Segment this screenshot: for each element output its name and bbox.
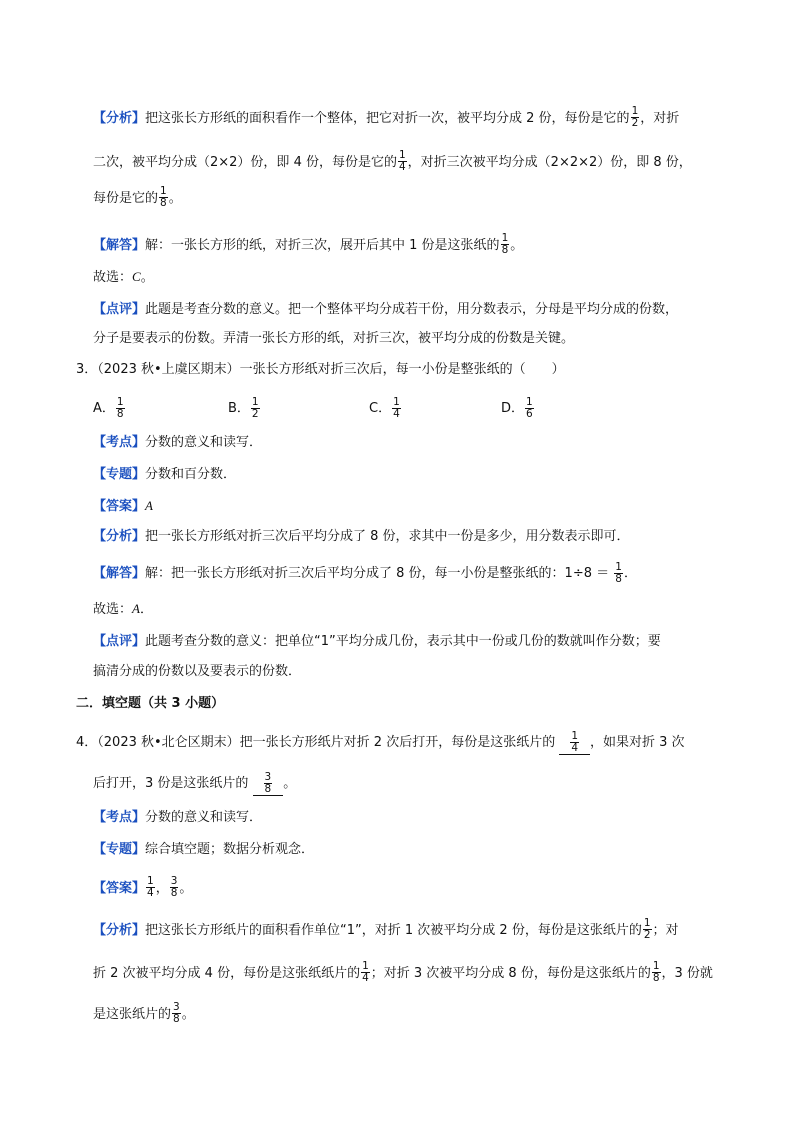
choice-letter: C xyxy=(132,269,141,284)
q4-stem-line-2: 后打开，3 份是这张纸片的 $\frac{3}{8}$ 。 xyxy=(93,771,297,795)
q3-kaodian-line: 【考点】分数的意义和读写． xyxy=(93,435,263,450)
q2-analysis-line-3: 每份是它的 $\frac{1}{8}$ 。 xyxy=(93,185,182,209)
q2-comment-line-1: 【点评】此题是考查分数的意义。把一个整体平均分成若干份，用分数表示，分母是平均分成的份数， xyxy=(93,302,679,317)
fraction-one-eighth: $\frac{1}{8}$ xyxy=(615,561,622,585)
q2-analysis-line-2: 二次，被平均分成（2×2）份，即 4 份，每份是它的 $\frac{1}{4}$ ，对折三次被平均分成（2×2×2）份，即 8 份， xyxy=(93,149,692,173)
q3-option-a: A． $\frac{1}{8}$ xyxy=(93,396,124,420)
fraction-one-eighth: $\frac{1}{8}$ xyxy=(501,232,509,256)
q3-comment-line-2: 搞清分成的份数以及要表示的份数． xyxy=(93,664,302,679)
q2-choice-line: 故选：C。 xyxy=(93,269,154,285)
q2-solution-line: 【解答】解：一张长方形的纸，对折三次，展开后其中 1 份是这张纸的 $\frac{1}{8}$ 。 xyxy=(93,232,524,256)
comment-tag: 【点评】 xyxy=(93,302,146,317)
q2-analysis-text: 把这张长方形纸的面积看作一个整体，把它对折一次，被平均分成 2 份，每份是它的 xyxy=(145,111,630,126)
q3-option-c: C． $\frac{1}{4}$ xyxy=(369,396,400,420)
q2-analysis-line-1: 【分析】把这张长方形纸的面积看作一个整体，把它对折一次，被平均分成 2 份，每份是它的 $\frac{1}{2}$ ，对折 xyxy=(93,105,680,129)
fraction-one-half: $\frac{1}{2}$ xyxy=(631,105,639,129)
q4-kaodian-line: 【考点】分数的意义和读写． xyxy=(93,810,263,825)
q3-option-d: D． $\frac{1}{6}$ xyxy=(501,396,533,420)
analysis-tag: 【分析】 xyxy=(93,111,146,126)
q4-zhuanti-line: 【专题】综合填空题；数据分析观念． xyxy=(93,842,315,857)
answer-tag: 【答案】 xyxy=(93,499,146,514)
q3-zhuanti-line: 【专题】分数和百分数． xyxy=(93,467,237,482)
q3-options xyxy=(93,397,693,421)
solution-tag: 【解答】 xyxy=(93,566,146,581)
kaodian-tag: 【考点】 xyxy=(93,810,146,825)
q3-choice-line: 故选：A． xyxy=(93,601,153,617)
analysis-tag: 【分析】 xyxy=(93,529,146,544)
kaodian-tag: 【考点】 xyxy=(93,435,146,450)
q3-answer-line: 【答案】A xyxy=(93,498,153,514)
q3-solution-line: 【解答】解：把一张长方形纸对折三次后平均分成了 8 份，每一小份是整张纸的：1÷8 ＝ $\frac{1}{8}$ ． xyxy=(93,561,637,585)
zhuanti-tag: 【专题】 xyxy=(93,467,146,482)
q3-comment-line-1: 【点评】此题考查分数的意义：把单位“1”平均分成几份，表示其中一份或几份的数就叫作分数；要 xyxy=(93,634,661,649)
comment-tag: 【点评】 xyxy=(93,634,146,649)
solution-tag: 【解答】 xyxy=(93,238,146,253)
answer-tag: 【答案】 xyxy=(93,881,146,896)
q4-blank-1: $\frac{1}{4}$ xyxy=(559,731,590,755)
analysis-tag: 【分析】 xyxy=(93,923,146,938)
q2-comment-line-2: 分子是要表示的份数。弄清一张长方形的纸，对折三次，被平均分成的份数是关键。 xyxy=(93,331,575,346)
q3-analysis-line: 【分析】把一张长方形纸对折三次后平均分成了 8 份，求其中一份是多少，用分数表示即可． xyxy=(93,529,630,544)
fraction-one-quarter: $\frac{1}{4}$ xyxy=(398,149,406,173)
q3-option-b: B． $\frac{1}{2}$ xyxy=(228,396,259,420)
q4-analysis-line-1: 【分析】把这张长方形纸片的面积看作单位“1”，对折 1 次被平均分成 2 份，每份是这张纸片的 $\frac{1}{2}$ ；对 xyxy=(93,917,679,941)
q3-stem: 3．（2023 秋•上虞区期末）一张长方形纸对折三次后，每一小份是整张纸的（ ） xyxy=(76,362,565,377)
q4-analysis-line-3: 是这张纸片的 $\frac{3}{8}$ 。 xyxy=(93,1001,195,1025)
zhuanti-tag: 【专题】 xyxy=(93,842,146,857)
q4-answer-line: 【答案】 $\frac{1}{4}$ ， $\frac{3}{8}$ 。 xyxy=(93,875,193,899)
q4-analysis-line-2: 折 2 次被平均分成 4 份，每份是这张纸纸片的 $\frac{1}{4}$ ；对折 3 次被平均分成 8 份，每份是这张纸片的 $\frac{1}{8}$ ，3 份就 xyxy=(93,960,713,984)
q4-stem-line-1: 4．（2023 秋•北仑区期末）把一张长方形纸片对折 2 次后打开，每份是这张纸片的 $\frac{1}{4}$ ，如果对折 3 次 xyxy=(76,730,685,754)
section-heading: 二．填空题（共 3 小题） xyxy=(76,696,225,711)
q4-blank-2: $\frac{3}{8}$ xyxy=(253,772,284,796)
fraction-one-eighth: $\frac{1}{8}$ xyxy=(160,185,167,209)
choice-letter: A xyxy=(132,601,140,616)
